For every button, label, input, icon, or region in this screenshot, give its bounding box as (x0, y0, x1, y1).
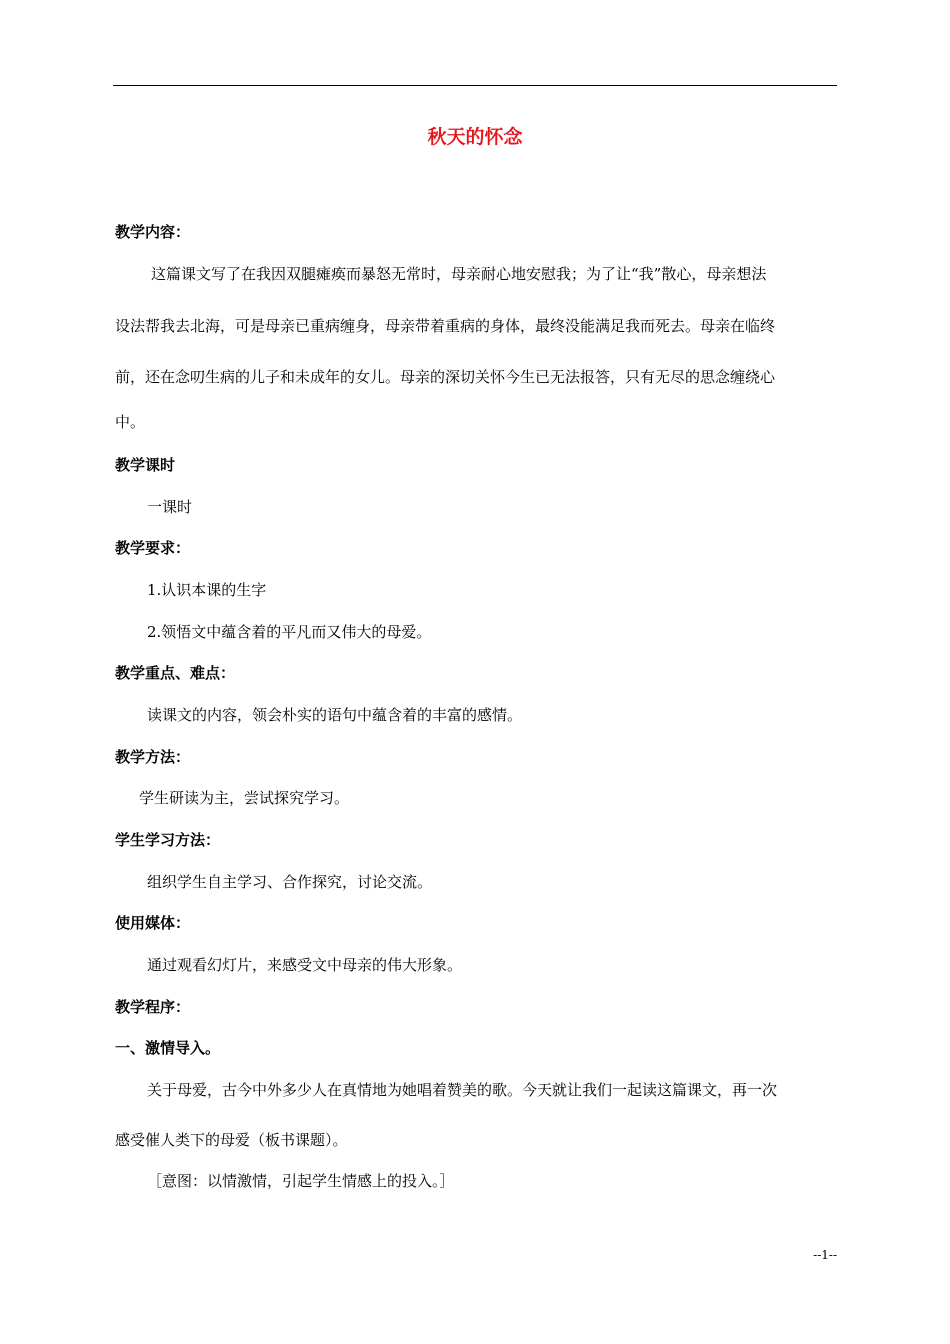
content-heading: 教学内容： (115, 223, 191, 241)
student-method-text: 组织学生自主学习、合作探究，讨论交流。 (147, 873, 433, 891)
step1-line-1: 关于母爱，古今中外多少人在真情地为她唱着赞美的歌。今天就让我们一起读这篇课文，再一次 (147, 1081, 778, 1099)
step1-intent: ［意图：以情激情，引起学生情感上的投入。］ (147, 1172, 455, 1190)
requirement-item-2: 2.领悟文中蕴含着的平凡而又伟大的母爱。 (147, 623, 432, 641)
media-text: 通过观看幻灯片，来感受文中母亲的伟大形象。 (147, 956, 463, 974)
step1-line-2: 感受催人类下的母爱（板书课题）。 (115, 1131, 348, 1149)
step1-heading: 一、激情导入。 (115, 1039, 221, 1057)
method-text: 学生研读为主，尝试探究学习。 (139, 789, 350, 807)
method-heading: 教学方法： (115, 748, 191, 766)
content-line-3: 前，还在念叨生病的儿子和未成年的女儿。母亲的深切关怀今生已无法报答，只有无尽的思念缠绕心 (115, 368, 776, 386)
requirements-heading: 教学要求： (115, 539, 191, 557)
keypoints-text: 读课文的内容，领会朴实的语句中蕴含着的丰富的感情。 (147, 706, 523, 724)
content-line-1: 这篇课文写了在我因双腿瘫痪而暴怒无常时，母亲耐心地安慰我；为了让“我”散心，母亲想法 (151, 265, 767, 283)
procedure-heading: 教学程序： (115, 998, 191, 1016)
student-method-heading: 学生学习方法： (115, 831, 221, 849)
page-number: --1-- (813, 1248, 837, 1262)
keypoints-heading: 教学重点、难点： (115, 664, 236, 682)
document-title: 秋天的怀念 (427, 126, 523, 148)
requirement-item-1: 1.认识本课的生字 (147, 581, 267, 599)
content-line-2: 设法帮我去北海，可是母亲已重病缠身，母亲带着重病的身体，最终没能满足我而死去。母亲在临终 (115, 317, 776, 335)
media-heading: 使用媒体： (115, 914, 191, 932)
period-heading: 教学课时 (115, 456, 176, 474)
period-text: 一课时 (147, 498, 193, 516)
header-rule (113, 85, 837, 86)
content-line-4: 中。 (115, 413, 146, 431)
